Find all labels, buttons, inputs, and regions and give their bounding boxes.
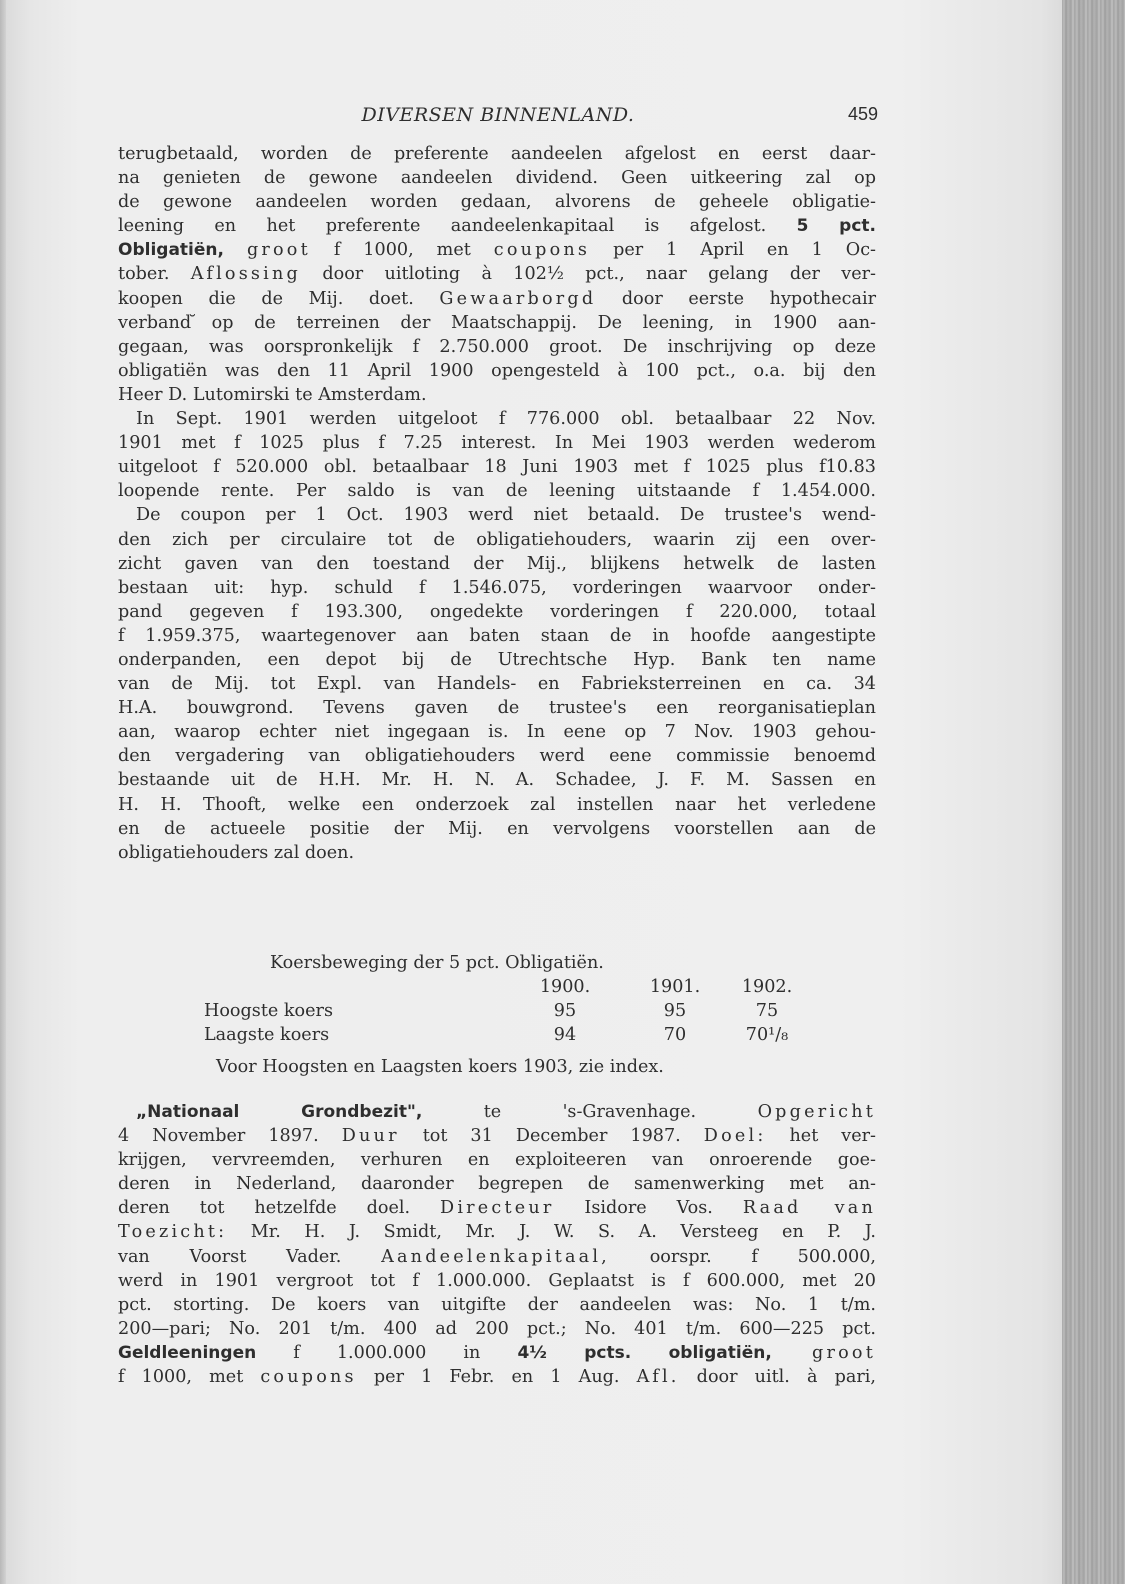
text-line: zicht gaven van den toestand der Mij., blijkens hetwelk de lasten [118,553,876,574]
spaced-term: Gewaarborgd [439,288,597,309]
text-line: loopende rente. Per saldo is van de leening uitstaande f 1.454.000. [118,481,876,502]
table-header-row [200,977,800,1001]
text-span: leening en het preferente aandeelenkapitaal is afgelost. [118,216,767,237]
table-footnote: Voor Hoogsten en Laagsten koers 1903, zie index. [216,1057,664,1077]
text-span: Isidore Vos. [554,1198,743,1219]
text-line [118,1220,876,1244]
spaced-term: coupons [493,240,591,261]
text-line: aan, waarop echter niet ingegaan is. In eene op 7 Nov. 1903 gehou- [118,722,876,743]
table-cell: 70¹/₈ [745,1025,789,1045]
text-line: f 1.959.375, waartegenover aan baten staan de in hoofde aangestipte [118,625,876,646]
bold-term: Geldleeningen [118,1342,257,1363]
table-cell: 70 [663,1025,687,1045]
text-line: van de Mij. tot Expl. van Handels- en Fabrieksterreinen en ca. 34 [118,674,876,695]
spaced-term: coupons [260,1367,357,1388]
table-cell: 75 [755,1001,779,1021]
text-span: per 1 Febr. en 1 Aug. [356,1367,637,1388]
text-line: De coupon per 1 Oct. 1903 werd niet betaald. De trustee's wend- [136,505,876,526]
spaced-term: Duur [341,1126,400,1147]
text-line: obligatiën was den 11 April 1900 opengesteld à 100 pct., o.a. bij den [118,360,876,381]
page-number: 459 [847,104,878,124]
text-span: per 1 April en 1 Oc- [590,240,877,261]
text-line: H.A. bouwgrond. Tevens gaven de trustee's een reorganisatieplan [118,698,876,719]
company-name: „Nationaal Grondbezit", [136,1102,423,1122]
spaced-term: groot [246,240,311,261]
text-line [118,1100,876,1124]
text-line: den vergadering van obligatiehouders werd eene commissie benoemd [118,746,876,767]
text-line: H. H. Thooft, welke een onderzoek zal instellen naar het verledene [118,794,876,815]
text-line [118,238,876,262]
text-span: door eerste hypothecair [596,288,876,309]
text-span: tot 31 December 1987. [399,1126,704,1147]
text-line: de gewone aandeelen worden gedaan, alvorens de geheele obligatie- [118,192,876,213]
text-line: deren in Nederland, daaronder begrepen de samenwerking met an- [118,1174,876,1195]
bold-term: 4½ pcts. obligatiën, [517,1342,772,1363]
table-cell: 95 [553,1001,577,1021]
text-line: pct. storting. De koers van uitgifte der aandeelen was: No. 1 t/m. [118,1294,876,1315]
page-body [118,142,876,865]
text-span: f 1.000.000 in [256,1342,518,1363]
text-line: terugbetaald, worden de preferente aandeelen afgelost en eerst daar- [118,144,876,164]
book-page-edges [1062,0,1125,1584]
text-span: van Voorst Vader. [118,1246,382,1267]
text-span: te 's-Gravenhage. [422,1102,758,1122]
text-span: koopen die de Mij. doet. [118,288,440,309]
text-line: 1901 met f 1025 plus f 7.25 interest. In Mei 1903 werden wederom [118,433,876,454]
text-line: Heer D. Lutomirski te Amsterdam. [118,384,427,405]
bold-term: Obligatiën, [118,240,224,261]
text-line: onderpanden, een depot bij de Utrechtsche Hyp. Bank ten name [118,649,876,670]
table-row [200,1025,800,1049]
spaced-term: Aandeelenkapitaal, [381,1246,610,1267]
spaced-term: Doel: [703,1126,767,1147]
entry-nationaal-grondbezit [118,1100,876,1389]
running-title: DIVERSEN BINNENLAND. [361,104,635,126]
text-line [118,1245,876,1269]
table-cell: 95 [663,1001,687,1021]
text-line: bestaan uit: hyp. schuld f 1.546.075, vorderingen waarvoor onder- [118,577,876,598]
table-row [200,1001,800,1025]
spaced-term: Toezicht: [118,1222,228,1243]
text-line: den zich per circulaire tot de obligatiehouders, waarin zij een over- [118,529,876,550]
year-header: 1901. [649,977,701,997]
year-header: 1902. [741,977,793,997]
spaced-term: Afl. [636,1367,680,1388]
text-span: het ver- [766,1126,876,1147]
text-span: f 1000, met [118,1367,261,1388]
spaced-term: Raad van [742,1198,876,1219]
text-line: obligatiehouders zal doen. [118,842,355,863]
text-line: uitgeloot f 520.000 obl. betaalbaar 18 Juni 1903 met f 1025 plus f10.83 [118,457,876,478]
text-span: deren tot hetzelfde doel. [118,1198,441,1219]
text-line: en de actueele positie der Mij. en vervolgens voorstellen aan de [118,818,876,839]
text-line [118,287,876,311]
text-span: tober. [118,264,191,285]
text-line: In Sept. 1901 werden uitgeloot f 776.000 obl. betaalbaar 22 Nov. [136,409,876,430]
running-header [118,104,878,132]
text-span: f 1000, met [310,240,494,261]
text-line [118,214,876,238]
text-span: Mr. H. J. Smidt, Mr. J. W. S. A. Versteeg en P. J. [227,1222,876,1243]
table-cell: 94 [553,1025,577,1045]
text-line: verband ̆op de terreinen der Maatschappij. De leening, in 1900 aan- [118,312,876,333]
text-line [118,1341,876,1365]
text-line: gegaan, was oorspronkelijk f 2.750.000 groot. De inschrijving op deze [118,336,876,357]
spaced-term: Aflossing [190,264,301,285]
year-header: 1900. [539,977,591,997]
text-line [118,1365,876,1389]
text-line: 200—pari; No. 201 t/m. 400 ad 200 pct.; No. 401 t/m. 600—225 pct. [118,1318,876,1339]
spaced-term: Opgericht [757,1102,877,1122]
text-line [118,1196,876,1220]
text-line: krijgen, vervreemden, verhuren en exploiteeren van onroerende goe- [118,1150,876,1171]
text-span: oorspr. f 500.000, [609,1246,876,1267]
text-span: door uitl. à pari, [679,1367,876,1388]
text-line: na genieten de gewone aandeelen dividend. Geen uitkeering zal op [118,168,876,189]
text-line: pand gegeven f 193.300, ongedekte vorderingen f 220.000, totaal [118,601,876,622]
text-line [118,1124,876,1148]
spaced-term: groot [771,1342,876,1363]
row-label: Hoogste koers [204,1001,333,1021]
page-left-edge [0,0,6,1584]
row-label: Laagste koers [204,1025,330,1045]
bold-term: 5 pct. [796,216,877,237]
table-caption: Koersbeweging der 5 pct. Obligatiën. [270,953,604,973]
text-line: werd in 1901 vergroot tot f 1.000.000. Geplaatst is f 600.000, met 20 [118,1270,876,1291]
text-span: 4 November 1897. [118,1126,342,1147]
spaced-term: Directeur [440,1198,555,1219]
text-span: door uitloting à 102½ pct., naar gelang der ver- [300,264,876,285]
text-line [118,262,876,286]
text-line: bestaande uit de H.H. Mr. H. N. A. Schadee, J. F. M. Sassen en [118,770,876,791]
